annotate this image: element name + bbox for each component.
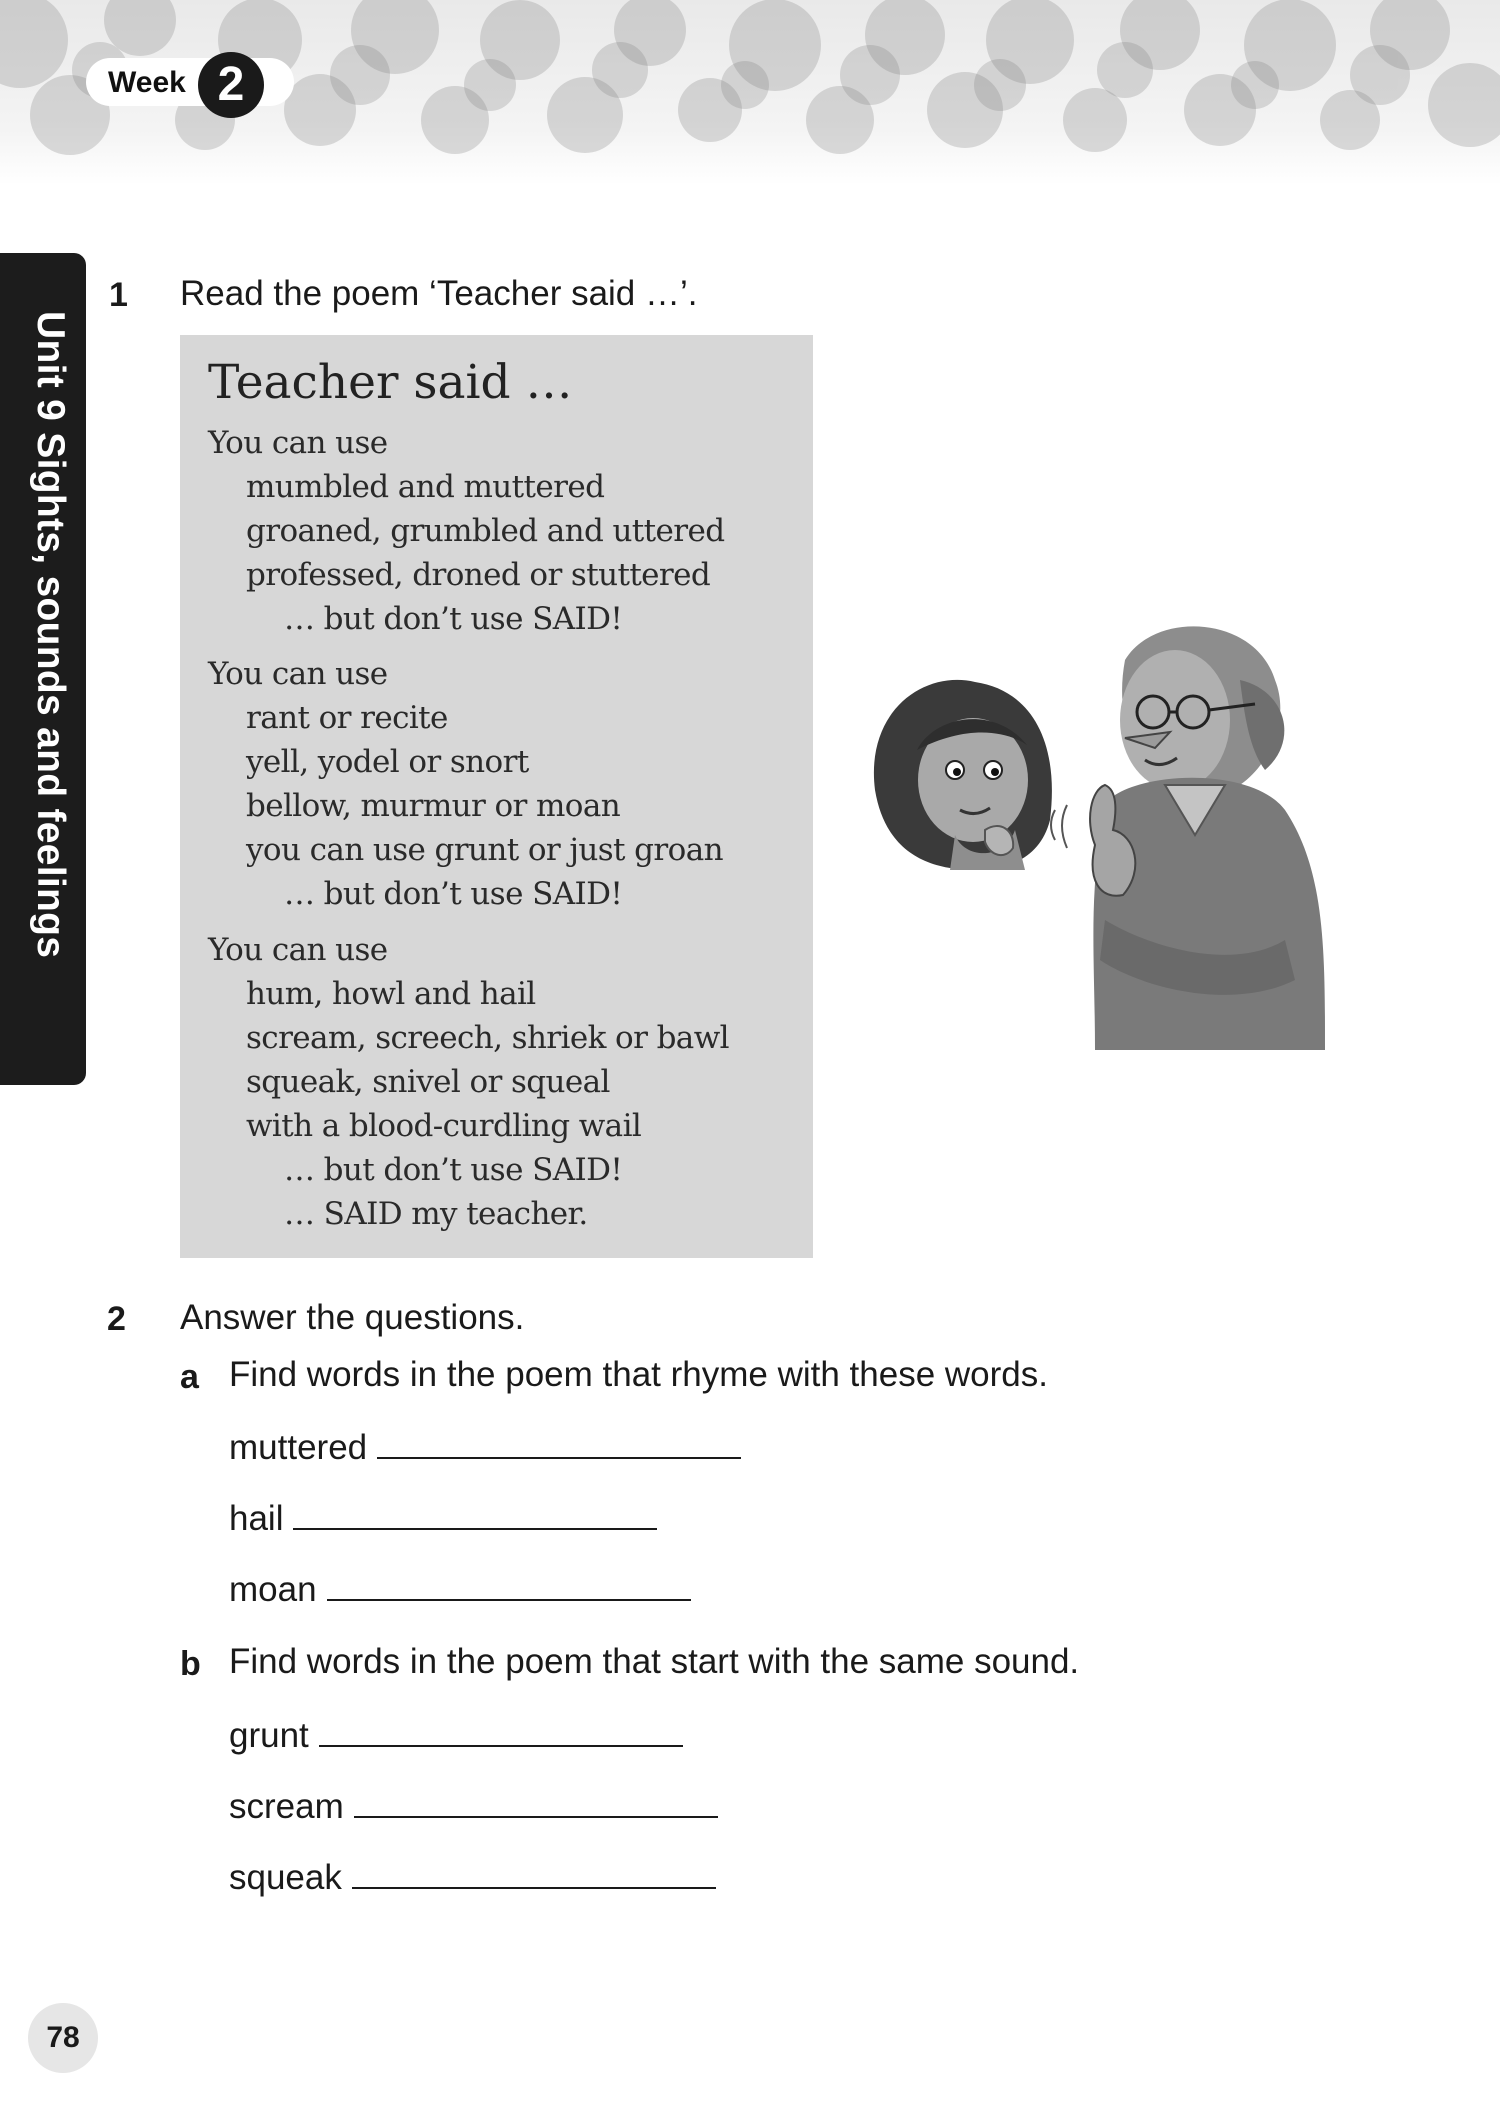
answer-prompt-word: squeak [229, 1858, 342, 1897]
answer-line[interactable] [352, 1886, 716, 1889]
answer-prompt-word: muttered [229, 1428, 368, 1467]
poem-line: You can use [208, 656, 388, 692]
girl-figure [874, 680, 1052, 870]
poem-line: groaned, grumbled and uttered [246, 513, 725, 549]
poem-line: mumbled and muttered [246, 469, 605, 505]
answer-row-grunt [229, 1716, 683, 1756]
subquestion-a-letter: a [180, 1358, 199, 1396]
girl-and-teacher-illustration [855, 620, 1375, 1050]
subquestion-b-instruction: Find words in the poem that start with the same sound. [229, 1642, 1080, 1681]
poem-line: bellow, murmur or moan [246, 788, 621, 824]
answer-prompt-word: scream [229, 1787, 344, 1826]
week-number: 2 [198, 52, 264, 118]
answer-row-muttered [229, 1428, 741, 1468]
question-2-number: 2 [107, 1300, 126, 1338]
unit-title: Unit 9 Sights, sounds and feelings [29, 311, 72, 959]
poem-line: with a blood-curdling wail [246, 1108, 642, 1144]
teacher-figure [1090, 626, 1325, 1050]
answer-line[interactable] [354, 1815, 718, 1818]
question-1-number: 1 [109, 276, 128, 314]
poem-line: scream, screech, shriek or bawl [246, 1020, 729, 1056]
answer-row-squeak [229, 1858, 716, 1898]
poem-line: rant or recite [246, 700, 448, 736]
poem-line: … SAID my teacher. [284, 1196, 588, 1232]
week-badge [86, 58, 294, 111]
unit-side-tab [0, 253, 86, 1085]
answer-prompt-word: hail [229, 1499, 284, 1538]
answer-line[interactable] [293, 1527, 657, 1530]
answer-line[interactable] [377, 1456, 741, 1459]
poem-line: you can use grunt or just groan [246, 832, 723, 868]
answer-row-moan [229, 1570, 691, 1610]
answer-row-scream [229, 1787, 718, 1827]
poem-line: yell, yodel or snort [246, 744, 529, 780]
poem-line: … but don’t use SAID! [284, 1152, 623, 1188]
answer-row-hail [229, 1499, 657, 1539]
answer-line[interactable] [327, 1598, 691, 1601]
poem-title: Teacher said … [208, 355, 573, 410]
answer-prompt-word: grunt [229, 1716, 309, 1755]
question-1-instruction: Read the poem ‘Teacher said …’. [180, 274, 698, 313]
subquestion-a-instruction: Find words in the poem that rhyme with these words. [229, 1355, 1048, 1394]
answer-prompt-word: moan [229, 1570, 317, 1609]
poem-line: … but don’t use SAID! [284, 876, 623, 912]
poem-line: You can use [208, 425, 388, 461]
question-2-instruction: Answer the questions. [180, 1298, 525, 1337]
answer-line[interactable] [319, 1744, 683, 1747]
poem-line: professed, droned or stuttered [246, 557, 711, 593]
poem-line: hum, howl and hail [246, 976, 536, 1012]
poem-line: … but don’t use SAID! [284, 601, 623, 637]
week-label: Week [108, 66, 186, 99]
subquestion-b-letter: b [180, 1645, 201, 1683]
header-bubbles-band [0, 0, 1500, 185]
poem-line: squeak, snivel or squeal [246, 1064, 610, 1100]
poem-line: You can use [208, 932, 388, 968]
poem-box [180, 335, 813, 1258]
page-number: 78 [28, 2003, 98, 2073]
